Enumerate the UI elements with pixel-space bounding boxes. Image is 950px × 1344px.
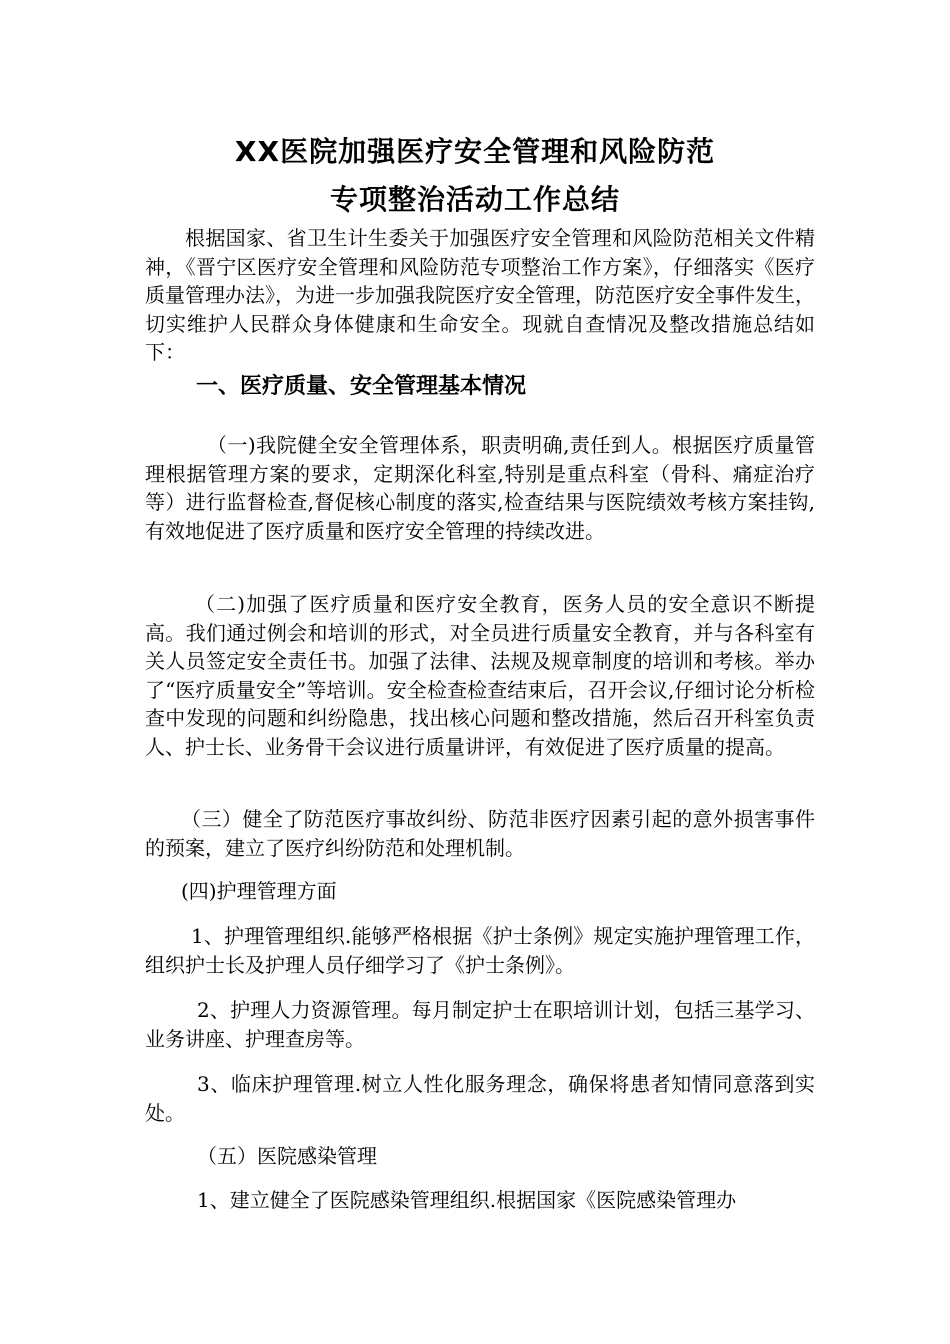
subsection-heading-infection: （五）医院感染管理 [197, 1144, 377, 1168]
paragraph-nursing-3: 3、临床护理管理.树立人性化服务理念，确保将患者知情同意落到实处。 [145, 1072, 815, 1125]
paragraph-infection-1: 1、建立健全了医院感染管理组织.根据国家《医院感染管理办 [197, 1188, 737, 1212]
paragraph-2: （二)加强了医疗质量和医疗安全教育，医务人员的安全意识不断提高。我们通过例会和培训的形式，对全员进行质量安全教育，并与各科室有关人员签定安全责任书。加强了法律、法规及规章制度的培训和考核。举办了“医疗质量安全”等培训。安全检查检查结束后，召开会议,仔细讨论分析检查中发现的问题和纠纷隐患，找出核心问题和整改措施，然后召开科室负责人、护士长、业务骨干会议进行质量讲评，有效促进了医疗质量的提高。 [145, 592, 815, 759]
paragraph-nursing-1: 1、护理管理组织.能够严格根据《护士条例》规定实施护理管理工作，组织护士长及护理人员仔细学习了《护士条例》。 [145, 924, 815, 977]
paragraph-3: （三）健全了防范医疗事故纠纷、防范非医疗因素引起的意外损害事件的预案，建立了医疗纠纷防范和处理机制。 [145, 807, 815, 860]
section-heading-1: 一、医疗质量、安全管理基本情况 [196, 374, 527, 399]
intro-paragraph: 根据国家、省卫生计生委关于加强医疗安全管理和风险防范相关文件精神，《晋宁区医疗安全管理和风险防范专项整治工作方案》，仔细落实《医疗质量管理办法》，为进一步加强我院医疗安全管理，防范医疗安全事件发生，切实维护人民群众身体健康和生命安全。现就自查情况及整改措施总结如下： [145, 226, 815, 365]
document-title-line-2: 专项整治活动工作总结 [329, 183, 620, 216]
paragraph-1: （一)我院健全安全管理体系，职责明确,责任到人。根据医疗质量管理根据管理方案的要求，定期深化科室,特别是重点科室（骨科、痛症治疗等）进行监督检查,督促核心制度的落实,检查结果与医院绩效考核方案挂钩,有效地促进了医疗质量和医疗安全管理的持续改进。 [145, 433, 815, 543]
document-title-line-1: XX医院加强医疗安全管理和风险防范 [234, 135, 716, 168]
paragraph-nursing-2: 2、护理人力资源管理。每月制定护士在职培训计划，包括三基学习、业务讲座、护理查房等。 [145, 998, 815, 1051]
subsection-heading-nursing: (四)护理管理方面 [181, 879, 337, 903]
